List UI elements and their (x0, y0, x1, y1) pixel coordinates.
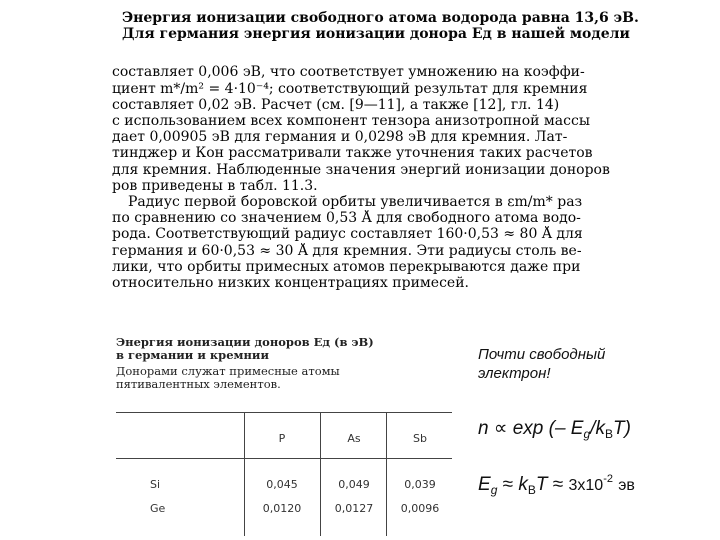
text-line: составляет 0,006 эВ, что соответствует умножению на коэффи- (112, 64, 585, 81)
proportional-symbol: ∝ (493, 418, 508, 439)
table-rule (116, 458, 452, 459)
heading-line: Энергия ионизации свободного атома водорода равна 13,6 эВ. (122, 10, 639, 26)
column-header: P (278, 432, 286, 445)
table-rule (320, 412, 321, 536)
row-element: Ge (150, 502, 166, 515)
scan-heading (122, 10, 652, 42)
text-line: дает 0,00905 эВ для германия и 0,0298 эВ для кремния. Лат- (112, 129, 568, 146)
caption-line: электрон! (478, 365, 551, 382)
table-cell: 0,0127 (334, 502, 374, 515)
table-rule (116, 412, 452, 413)
approx-symbol: ≈ (552, 474, 564, 495)
slide-notes (478, 345, 713, 497)
paragraph-1 (112, 64, 652, 194)
formula-subscript: g (490, 483, 498, 497)
formula-text: /k (590, 418, 605, 439)
formula-exponent: -2 (603, 473, 613, 485)
text-line: циент m*/m² = 4·10⁻⁴; соответствующий результат для кремния (112, 80, 588, 97)
table-rule (244, 412, 245, 536)
text-line: лики, что орбиты примесных атомов перекрываются даже при (112, 258, 581, 275)
formula-subscript: B (527, 483, 536, 497)
column-header: Sb (413, 432, 427, 445)
formula-symbol: E (478, 474, 491, 495)
table-desc-line: Донорами служат примесные атомы (116, 364, 340, 378)
approx-symbol: ≈ (502, 474, 514, 495)
table-cell: 0,049 (338, 478, 370, 491)
text-line: Радиус первой боровской орбиты увеличивается в εm/m* раз (128, 194, 583, 211)
formula-subscript: g (583, 427, 591, 441)
table-title-line: в германии и кремнии (116, 348, 269, 362)
formula-concentration (478, 417, 631, 441)
table-desc-line: пятивалентных элементов. (116, 377, 281, 391)
donor-table-block (116, 336, 456, 536)
caption-line: Почти свободный (478, 346, 606, 363)
text-line: тинджер и Кон рассматривали также уточнения таких расчетов (112, 145, 593, 162)
table-cell: 0,0096 (400, 502, 440, 515)
formula-value: 3x10 (568, 477, 604, 494)
text-line: с использованием всех компонент тензора анизотропной массы (112, 113, 590, 130)
formula-symbol: k (518, 474, 528, 495)
note-caption (478, 345, 713, 383)
formula-energy (478, 473, 635, 497)
paragraph-2 (112, 194, 652, 291)
table-cell: 0,045 (266, 478, 298, 491)
table-description (116, 365, 456, 391)
table-cell: 0,0120 (262, 502, 302, 515)
text-line: рода. Соответствующий радиус составляет 160·0,53 ≈ 80 Å для (112, 226, 583, 243)
textbook-scan (112, 10, 652, 330)
text-line: составляет 0,02 эВ. Расчет (см. [9—11], а также [12], гл. 14) (112, 96, 560, 113)
table-title (116, 336, 456, 362)
heading-line: Для германия энергия ионизации донора Eд в нашей модели (122, 26, 630, 43)
text-line: для кремния. Наблюденные значения энергий ионизации доноров (112, 161, 610, 178)
column-header: As (347, 432, 361, 445)
table-cell: 0,039 (404, 478, 436, 491)
text-line: относительно низких концентрациях примесей. (112, 275, 469, 292)
text-line: по сравнению со значением 0,53 Å для свободного атома водо- (112, 210, 581, 227)
ionization-table (116, 412, 452, 536)
row-element: Si (150, 478, 161, 491)
table-rule (386, 412, 387, 536)
formula-text: exp (– E (512, 418, 584, 439)
formula-symbol: n (478, 418, 489, 439)
table-title-line: Энергия ионизации доноров Eд (в эВ) (116, 335, 374, 349)
formula-symbol: T (535, 474, 548, 495)
formula-subscript: B (604, 427, 613, 441)
text-line: германия и 60·0,53 ≈ 30 Å для кремния. Эти радиусы столь ве- (112, 242, 582, 259)
formula-unit: эв (618, 477, 635, 494)
text-line: ров приведены в табл. 11.3. (112, 177, 318, 194)
formula-text: T) (612, 418, 631, 439)
